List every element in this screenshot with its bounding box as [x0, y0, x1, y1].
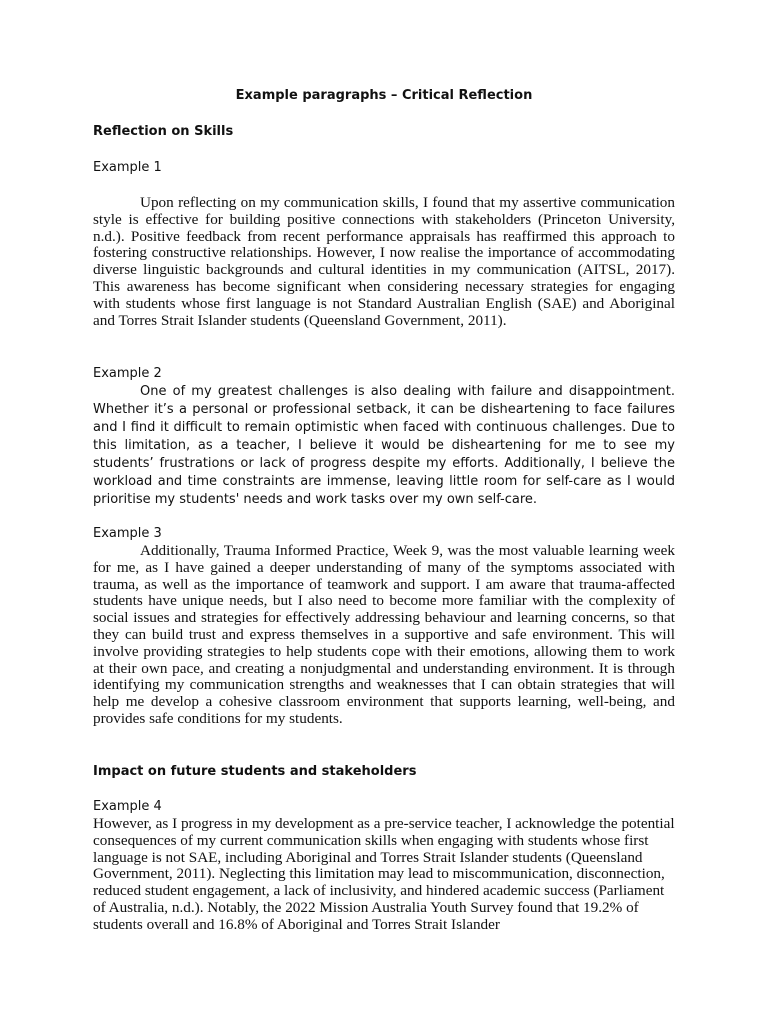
example-2-paragraph: One of my greatest challenges is also dealing with failure and disappointment. Whether it’s a personal or professional setback, it can be disheartening to face failures and I find it difficult to remain optimistic when faced with continuous challenges. Due to this limitation, as a teacher, I believe it would be disheartening for me to see my students’ frustrations or lack of progress despite my efforts. Additionally, I believe the workload and time constraints are immense, leaving little room for self-care as I would prioritise my students' needs and work tasks over my own self-care.: [93, 384, 675, 507]
example-3-label: Example 3: [93, 526, 162, 541]
document-title: Example paragraphs – Critical Reflection: [235, 88, 533, 103]
example-1-label: Example 1: [93, 160, 162, 175]
section-heading-reflection-on-skills: Reflection on Skills: [93, 124, 234, 139]
section-heading-impact-on-future-students: Impact on future students and stakeholders: [93, 764, 417, 779]
example-2-label: Example 2: [93, 366, 162, 381]
example-3-paragraph: Additionally, Trauma Informed Practice, Week 9, was the most valuable learning week for me, as I have gained a deeper understanding of many of the symptoms associated with trauma, as well as the importance of teamwork and support. I am aware that trauma-affected students have unique needs, but I also need to become more familiar with the complexity of social issues and strategies for effectively addressing behaviour and learning concerns, so that they can build trust and express themselves in a supportive and safe environment. This will involve providing strategies to help students cope with their emotions, allowing them to work at their own pace, and creating a nonjudgmental and understanding environment. It is through identifying my communication strengths and weaknesses that I can obtain strategies that will help me develop a cohesive classroom environment that supports learning, well-being, and provides safe conditions for my students.: [93, 542, 675, 727]
example-4-paragraph: However, as I progress in my development as a pre-service teacher, I acknowledge the potential consequences of my current communication skills when engaging with students whose first language is not SAE, including Aboriginal and Torres Strait Islander students (Queensland Government, 2011). Neglecting this limitation may lead to miscommunication, disconnection, reduced student engagement, a lack of inclusivity, and hindered academic success (Parliament of Australia, n.d.). Notably, the 2022 Mission Australia Youth Survey found that 19.2% of students overall and 16.8% of Aboriginal and Torres Strait Islander: [93, 815, 675, 933]
example-4-label: Example 4: [93, 799, 162, 814]
example-1-paragraph: Upon reflecting on my communication skills, I found that my assertive communication style is effective for building positive connections with stakeholders (Princeton University, n.d.). Positive feedback from recent performance appraisals has reaffirmed this approach to fostering constructive relationships. However, I now realise the importance of accommodating diverse linguistic backgrounds and cultural identities in my communication (AITSL, 2017). This awareness has become significant when considering necessary strategies for engaging with students whose first language is not Standard Australian English (SAE) and Aboriginal and Torres Strait Islander students (Queensland Government, 2011).: [93, 194, 675, 329]
